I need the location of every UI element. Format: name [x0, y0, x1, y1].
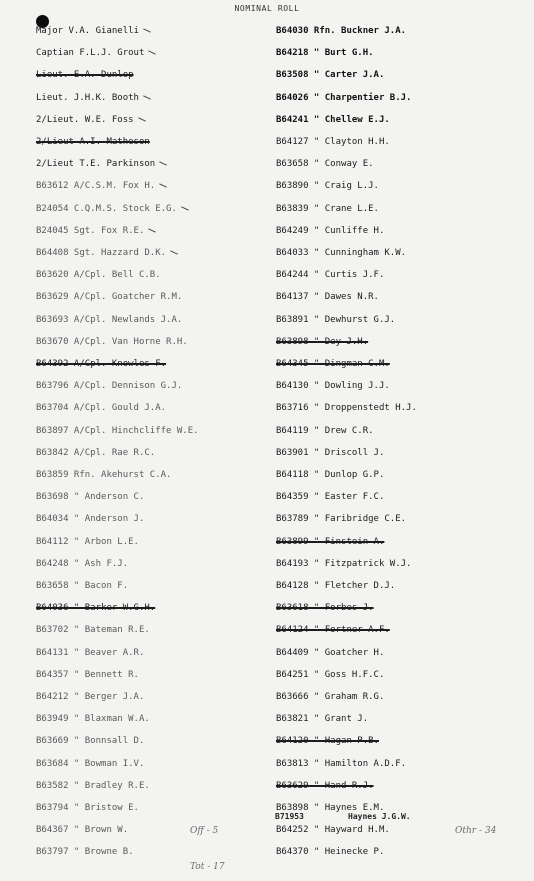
roll-entry [276, 268, 384, 282]
roll-entry [276, 113, 390, 127]
roll-entry [36, 113, 146, 127]
roll-entry [36, 757, 144, 771]
roll-entry-text: B64252 " Hayward H.M. [276, 825, 390, 836]
roll-entry-text: B64034 " Anderson J. [36, 514, 145, 525]
roll-entry [276, 24, 406, 38]
roll-entry-text: B64248 " Ash F.J. [36, 558, 129, 569]
handwritten-service-number: B71953 [275, 812, 304, 821]
roll-entry-text: B63612 A/C.S.M. Fox H. [36, 181, 156, 192]
roll-entry-text: B63716 " Droppenstedt H.J. [276, 403, 417, 414]
roll-entry [36, 646, 144, 660]
roll-entry-text: B63898 " Dey J.H. [276, 336, 369, 347]
roll-entry [276, 535, 384, 549]
roll-entry [36, 91, 151, 105]
roll-entry-text: B63890 " Craig L.J. [276, 181, 379, 192]
roll-entry-text: B63620 A/Cpl. Bell C.B. [36, 270, 161, 281]
roll-entry-text: B64392 A/Cpl. Knowles F. [36, 359, 167, 369]
roll-entry [36, 712, 150, 726]
roll-entry [36, 668, 139, 682]
roll-entry-text: B63813 " Hamilton A.D.F. [276, 758, 407, 769]
roll-entry [276, 446, 384, 460]
roll-entry-text: B64193 " Fitzpatrick W.J. [276, 558, 412, 569]
roll-entry-text: B63684 " Bowman I.V. [36, 758, 145, 769]
check-tick-icon [159, 184, 167, 188]
roll-entry-text: B63698 " Anderson C. [36, 492, 145, 503]
roll-entry [36, 46, 156, 60]
roll-entry [276, 646, 384, 660]
roll-entry-text: B63702 " Bateman R.E. [36, 625, 150, 636]
roll-entry-text: B64367 " Brown W. [36, 825, 129, 836]
roll-entry-text: 2/Lieut T.E. Parkinson [36, 159, 156, 170]
roll-entry-text: B64409 " Goatcher H. [276, 647, 385, 658]
roll-entry [36, 290, 182, 304]
check-tick-icon [149, 228, 157, 232]
roll-entry-text: B64131 " Beaver A.R. [36, 647, 145, 658]
roll-entry [36, 401, 166, 415]
roll-entry [276, 579, 395, 593]
roll-entry-text: B63666 " Graham R.G. [276, 692, 385, 702]
roll-entry [276, 91, 411, 105]
roll-entry-text: Lieut. E.A. Dunlop [36, 70, 134, 81]
roll-entry-text: Captian F.L.J. Grout [36, 48, 145, 59]
roll-entry [36, 424, 199, 438]
roll-entry [276, 490, 384, 504]
roll-entry-text: B64120 " Hagan P.B. [276, 736, 379, 747]
roll-entry [36, 845, 134, 859]
roll-entry [36, 690, 144, 704]
roll-entry-text: B63859 Rfn. Akehurst C.A. [36, 470, 172, 480]
roll-entry [276, 757, 406, 771]
roll-entry-text: B64030 Rfn. Buckner J.A. [276, 26, 407, 36]
page-title: NOMINAL ROLL [234, 4, 300, 13]
roll-entry-text: B64036 " Barker W.G.H. [36, 603, 156, 614]
roll-entry [36, 313, 182, 327]
roll-entry-text: B63618 " Forbes J. [276, 603, 374, 614]
roll-entry-text: B63796 A/Cpl. Dennison G.J. [36, 381, 183, 392]
roll-entry [36, 623, 150, 637]
roll-entry-text: B63897 A/Cpl. Hinchcliffe W.E. [36, 425, 199, 436]
roll-entry [276, 601, 374, 615]
roll-entry-text: B64124 " Fortner A.F. [276, 625, 390, 636]
roll-entry [276, 712, 368, 726]
roll-entry [276, 224, 384, 238]
roll-entry [36, 468, 171, 482]
roll-entry-text: B63842 A/Cpl. Rae R.C. [36, 447, 156, 458]
roll-entry [36, 579, 128, 593]
roll-entry-text: Major V.A. Gianelli [36, 26, 139, 36]
roll-entry [36, 601, 155, 615]
roll-entry [276, 401, 417, 415]
roll-entry-text: B64249 " Cunliffe H. [276, 225, 385, 236]
roll-entry-text: B64408 Sgt. Hazzard D.K. [36, 248, 167, 258]
roll-entry [276, 424, 374, 438]
roll-entry [276, 557, 411, 571]
handwritten-name-insert: Haynes J.G.W. [348, 812, 411, 821]
check-tick-icon [170, 250, 178, 254]
roll-entry-text: B64359 " Easter F.C. [276, 492, 385, 503]
roll-entry-text: B64118 " Dunlop G.P. [276, 470, 385, 480]
roll-entry-text: 2/Lieut. W.E. Foss [36, 114, 134, 125]
roll-entry-text: B63899 " Finstein A. [276, 536, 385, 547]
roll-entry [276, 335, 368, 349]
roll-entry [276, 779, 374, 793]
roll-entry [36, 823, 128, 837]
roll-entry [36, 24, 151, 38]
roll-entry-text: B63582 " Bradley R.E. [36, 780, 150, 791]
roll-entry [36, 779, 150, 793]
roll-entry [276, 246, 406, 260]
roll-entry [276, 313, 395, 327]
roll-entry [36, 557, 128, 571]
roll-entry [276, 845, 384, 859]
roll-entry-text: B63949 " Blaxman W.A. [36, 714, 150, 725]
roll-entry-text: B63898 " Haynes E.M. [276, 803, 385, 813]
roll-entry-text: B63508 " Carter J.A. [276, 70, 385, 81]
roll-entry [276, 357, 390, 371]
roll-entry [276, 668, 384, 682]
roll-entry-text: B63821 " Grant J. [276, 714, 369, 725]
roll-entry [36, 268, 161, 282]
roll-entry [36, 157, 167, 171]
roll-entry [36, 801, 139, 815]
roll-entry [36, 512, 144, 526]
roll-entry-text: B64127 " Clayton H.H. [276, 137, 390, 147]
check-tick-icon [143, 95, 151, 99]
roll-entry [36, 357, 166, 371]
roll-entry [276, 290, 379, 304]
roll-entry-text: B63839 " Crane L.E. [276, 203, 379, 214]
check-tick-icon [159, 162, 167, 166]
roll-entry-text: B64026 " Charpentier B.J. [276, 92, 412, 103]
check-tick-icon [181, 206, 189, 210]
roll-entry-text: B64130 " Dowling J.J. [276, 381, 390, 392]
roll-entry [36, 179, 167, 193]
roll-entry-text: B64137 " Dawes N.R. [276, 292, 379, 303]
roll-entry [276, 46, 374, 60]
roll-entry [36, 446, 155, 460]
roll-entry [276, 179, 379, 193]
handwritten-note-total: Tot - 17 [190, 862, 225, 872]
roll-entry-text: B24045 Sgt. Fox R.E. [36, 225, 145, 236]
roll-entry-text: 2/Lieut A.I. Matheson [36, 137, 150, 147]
roll-entry-text: B63797 " Browne B. [36, 847, 134, 858]
roll-entry-text: B24054 C.Q.M.S. Stock E.G. [36, 203, 177, 214]
roll-entry-text: B64370 " Heinecke P. [276, 847, 385, 858]
roll-entry [36, 379, 182, 393]
roll-entry-text: B63693 A/Cpl. Newlands J.A. [36, 314, 183, 325]
roll-entry-text: B64244 " Curtis J.F. [276, 270, 385, 281]
check-tick-icon [149, 51, 157, 55]
roll-entry-text: B64033 " Cunningham K.W. [276, 248, 407, 258]
roll-entry-text: B63658 " Bacon F. [36, 581, 129, 591]
handwritten-note-other: Othr - 34 [455, 826, 497, 836]
roll-entry-text: B63669 " Bonnsall D. [36, 736, 145, 747]
roll-entry [36, 335, 188, 349]
roll-entry [36, 224, 156, 238]
roll-entry [36, 246, 178, 260]
roll-entry-text: B64345 " Dingman C.M. [276, 359, 390, 369]
roll-entry [276, 379, 390, 393]
roll-entry-text: B63658 " Conway E. [276, 159, 374, 170]
roll-entry-text: B64218 " Burt G.H. [276, 48, 374, 59]
roll-entry-text: B64128 " Fletcher D.J. [276, 581, 396, 591]
roll-entry [276, 823, 390, 837]
roll-entry-text: B63789 " Faribridge C.E. [276, 514, 407, 525]
roll-entry [36, 135, 150, 149]
roll-entry-text: B64112 " Arbon L.E. [36, 536, 139, 547]
roll-entry [276, 202, 379, 216]
roll-entry [36, 535, 139, 549]
roll-entry [36, 202, 189, 216]
roll-entry-text: B63670 A/Cpl. Van Horne R.H. [36, 336, 188, 347]
roll-entry [36, 68, 134, 82]
roll-entry [36, 734, 144, 748]
roll-entry [276, 468, 384, 482]
roll-entry [276, 512, 406, 526]
roll-entry-text: B63704 A/Cpl. Gould J.A. [36, 403, 167, 414]
handwritten-note-off: Off - 5 [190, 826, 219, 836]
roll-entry [276, 623, 390, 637]
roll-entry-text: B63891 " Dewhurst G.J. [276, 314, 396, 325]
roll-entry-text: B64251 " Goss H.F.C. [276, 669, 385, 680]
check-tick-icon [138, 117, 146, 121]
roll-entry-text: B64119 " Drew C.R. [276, 425, 374, 436]
roll-entry-text: B63901 " Driscoll J. [276, 447, 385, 458]
roll-entry-text: B63794 " Bristow E. [36, 803, 139, 813]
roll-entry-text: B64212 " Berger J.A. [36, 692, 145, 702]
roll-entry [276, 157, 374, 171]
roll-entry-text: B64241 " Chellew E.J. [276, 114, 390, 125]
roll-entry-text: B63629 " Hand R.J. [276, 780, 374, 791]
roll-entry-text: Lieut. J.H.K. Booth [36, 92, 139, 103]
roll-entry-text: B63629 A/Cpl. Goatcher R.M. [36, 292, 183, 303]
roll-entry [276, 690, 384, 704]
roll-entry [276, 68, 384, 82]
roll-entry [36, 490, 144, 504]
roll-entry [276, 135, 390, 149]
roll-entry-text: B64357 " Bennett R. [36, 669, 139, 680]
check-tick-icon [143, 28, 151, 32]
roll-entry [276, 734, 379, 748]
